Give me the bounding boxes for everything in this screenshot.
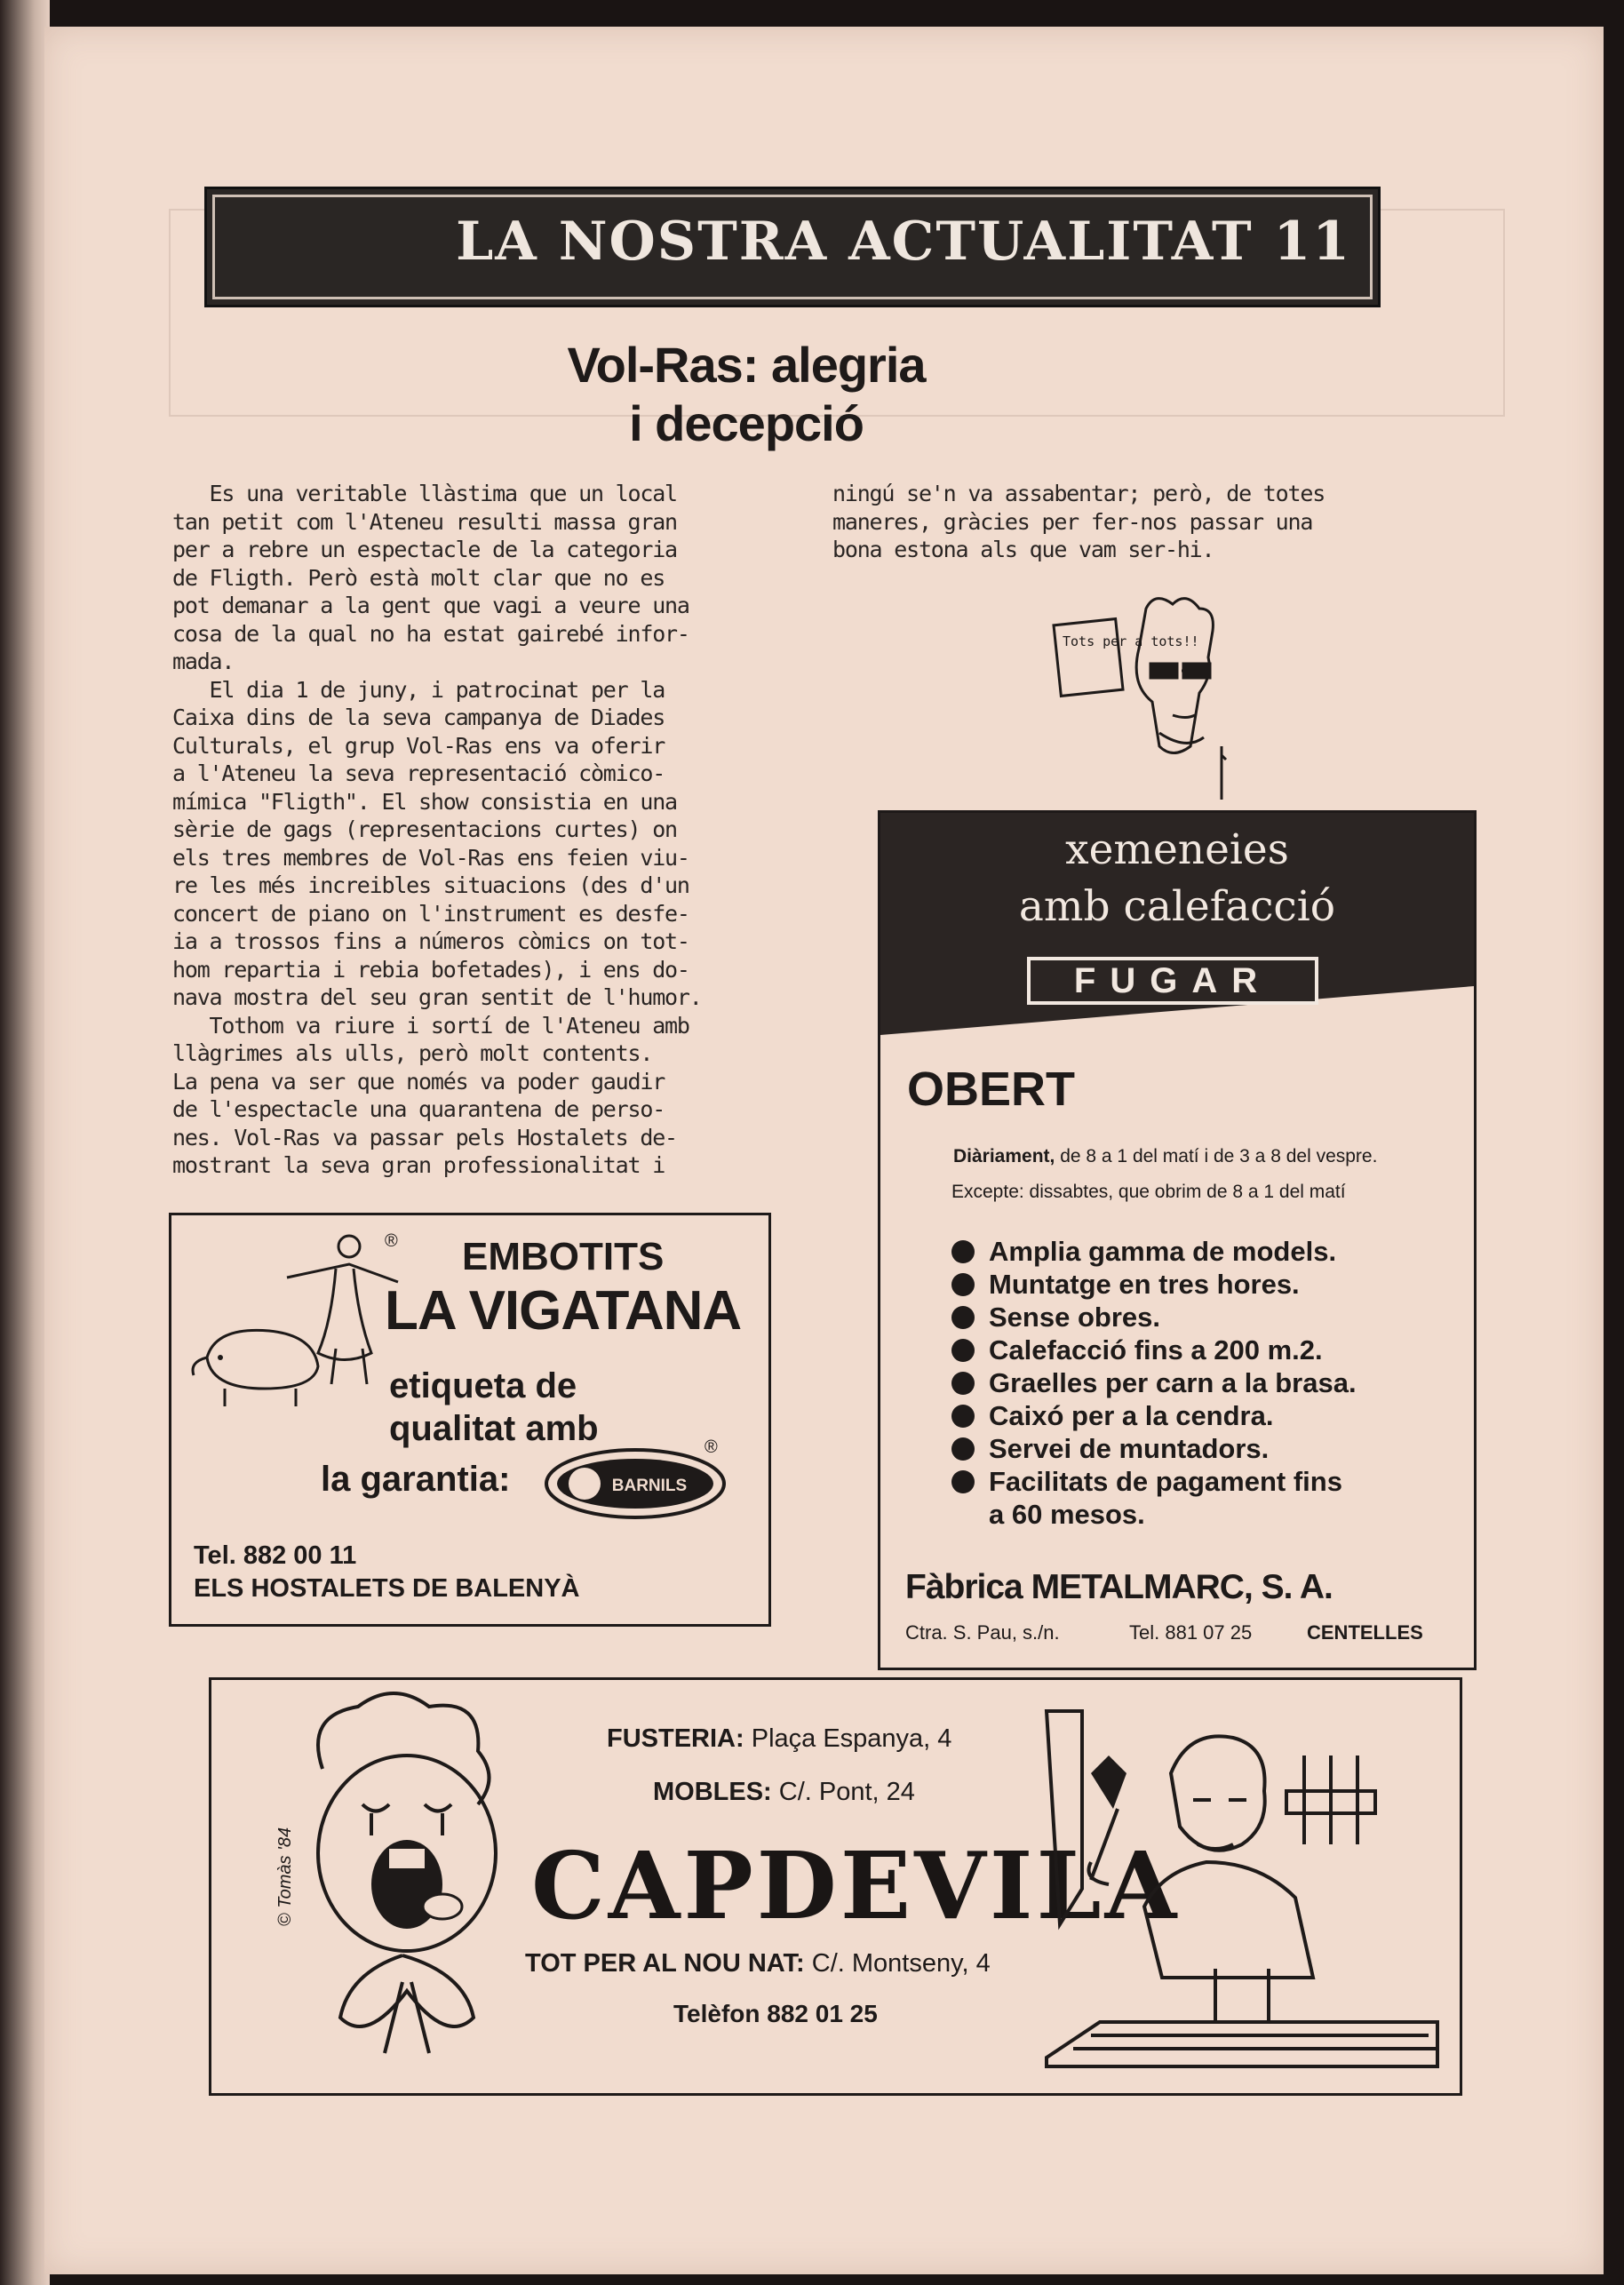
ad-capdevila-fusteria	[607, 1724, 951, 1754]
bullet-icon	[951, 1240, 975, 1263]
bullet-icon	[951, 1339, 975, 1362]
bullet-icon	[951, 1306, 975, 1329]
ad-capdevila-noufill	[525, 1949, 991, 1978]
feature-text: Amplia gamma de models.	[989, 1236, 1337, 1267]
ad-fugar-xemeneies	[878, 810, 1477, 1670]
feature-text: Servei de muntadors.	[989, 1433, 1270, 1464]
feature-item	[951, 1432, 1357, 1465]
feature-text: Facilitats de pagament fins	[989, 1466, 1342, 1497]
bullet-icon	[951, 1273, 975, 1296]
feature-item	[951, 1301, 1357, 1334]
ad-capdevila-tel: Telèfon 882 01 25	[673, 2000, 878, 2027]
feature-text: Graelles per carn a la brasa.	[989, 1367, 1357, 1398]
mobles-value: C/. Pont, 24	[771, 1778, 915, 1806]
barnils-logo	[545, 1448, 727, 1519]
carpenter-illustration	[1038, 1702, 1446, 2080]
illustrator-signature: © Tomàs '84	[275, 1827, 296, 1927]
ad-fugar-feature-list	[951, 1235, 1357, 1531]
section-banner	[204, 187, 1381, 307]
hours-label: Diàriament,	[953, 1146, 1055, 1166]
ad-vigatana-tel: Tel. 882 00 11	[194, 1541, 357, 1570]
registered-mark: ®	[385, 1231, 398, 1251]
ad-vigatana-guarantee: la garantia:	[321, 1460, 511, 1499]
feature-item	[951, 1235, 1357, 1268]
bullet-icon	[951, 1405, 975, 1428]
ad-embotits-vigatana	[169, 1213, 771, 1627]
feature-text: Sense obres.	[989, 1302, 1160, 1333]
ad-fugar-factory: Fàbrica METALMARC, S. A.	[905, 1568, 1333, 1606]
ad-fugar-tel: Tel. 881 07 25	[1129, 1621, 1253, 1644]
feature-item	[951, 1268, 1357, 1301]
article-headline: Vol-Ras: alegria i decepció	[567, 337, 926, 451]
ad-fugar-exception: Excepte: dissabtes, que obrim de 8 a 1 del matí	[951, 1182, 1346, 1202]
article-column-1: Es una veritable llàstima que un local tan petit com l'Ateneu resulti massa gran per a rebre un espectacle de la categoria de Fligth. Però està molt clar que no es pot demanar a la gent que vagi a veure una cosa de la qual no ha estat gairebé infor- mada. El dia 1 de juny, i patrocinat per la Caixa dins de la seva campanya de Diades Culturals, el grup Vol-Ras ens va oferir a l'Ateneu la seva representació còmico- mímica "Fligth". El show consistia en una sèrie de gags (representacions curtes) on els tres membres de Vol-Ras ens feien viu- re les més increibles situacions (des d'un concert de piano on l'instrument es desfe- ia a trossos fins a números còmics on tot- hom repartia i rebia bofetades), i ens do- nava mostra del seu gran sentit de l'humor. Tothom va riure i sortí de l'Ateneu amb llàgrimes als ulls, però molt contents. La pena va ser que només va poder gaudir de l'espectacle una quarantena de perso- nes. Vol-Ras va passar pels Hostalets de- mostrant la seva gran professionalitat i	[172, 481, 702, 1178]
ad-vigatana-tagline: etiqueta de qualitat amb	[389, 1366, 599, 1448]
registered-mark-2: ®	[705, 1437, 718, 1457]
fusteria-value: Plaça Espanya, 4	[744, 1724, 952, 1753]
woman-with-pig-illustration	[180, 1224, 407, 1424]
feature-item	[951, 1334, 1357, 1366]
ad-fugar-address: Ctra. S. Pau, s./n.	[905, 1621, 1060, 1644]
ad-vigatana-line1: EMBOTITS	[462, 1235, 665, 1278]
cartoon-sign-text: Tots per a tots!!	[1063, 633, 1199, 649]
noufill-value: C/. Montseny, 4	[804, 1949, 991, 1978]
hours-value: de 8 a 1 del matí i de 3 a 8 del vespre.	[1055, 1146, 1378, 1166]
bullet-icon	[951, 1437, 975, 1461]
barnils-logo-text: BARNILS	[611, 1477, 688, 1495]
ad-fugar-city: CENTELLES	[1307, 1621, 1423, 1644]
mobles-label: MOBLES:	[653, 1778, 772, 1806]
page-gutter	[0, 0, 50, 2285]
ad-fugar-headline-1: xemeneies	[1065, 825, 1289, 874]
noufill-label: TOT PER AL NOU NAT:	[525, 1949, 805, 1978]
feature-item	[951, 1465, 1357, 1531]
ad-fugar-hours	[953, 1146, 1377, 1167]
ad-capdevila-mobles	[653, 1778, 915, 1807]
section-title: LA NOSTRA ACTUALITAT 11	[456, 211, 1351, 273]
ad-fugar-headline-2: amb calefacció	[1018, 882, 1336, 931]
cartoon-illustration	[1048, 591, 1244, 813]
feature-text: Muntatge en tres hores.	[989, 1269, 1300, 1300]
ad-capdevila-name: CAPDEVILA	[531, 1831, 1181, 1940]
feature-text: Caixó per a la cendra.	[989, 1400, 1274, 1431]
feature-text: Calefacció fins a 200 m.2.	[989, 1334, 1323, 1365]
feature-item	[951, 1399, 1357, 1432]
ad-capdevila	[209, 1677, 1462, 2096]
fusteria-label: FUSTERIA:	[607, 1724, 744, 1753]
fugar-logo: FUGAR	[1027, 957, 1318, 1005]
bullet-icon	[951, 1470, 975, 1493]
ad-fugar-obert: OBERT	[907, 1063, 1075, 1116]
crying-baby-illustration	[296, 1689, 518, 2080]
feature-text-continued: a 60 mesos.	[989, 1499, 1145, 1530]
ad-vigatana-brand: LA VIGATANA	[385, 1280, 742, 1342]
bullet-icon	[951, 1372, 975, 1395]
ad-vigatana-place: ELS HOSTALETS DE BALENYÀ	[194, 1574, 580, 1603]
article-column-2: ningú se'n va assabentar; però, de totes maneres, gràcies per fer-nos passar una bona estona als que vam ser-hi.	[832, 481, 1325, 562]
feature-item	[951, 1366, 1357, 1399]
